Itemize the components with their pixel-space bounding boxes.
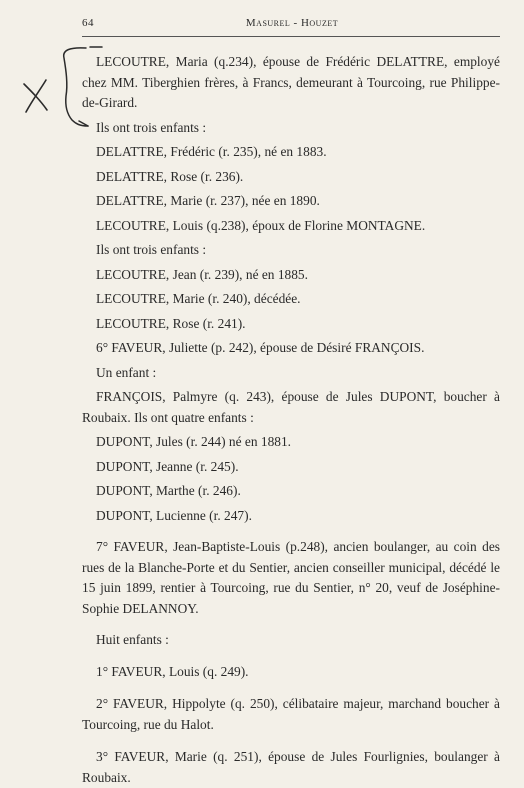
header-rule	[82, 36, 500, 37]
paragraph-9: LECOUTRE, Marie (r. 240), décédée.	[96, 291, 301, 306]
paragraph-15: DUPONT, Jeanne (r. 245).	[96, 458, 239, 474]
x-mark-icon	[24, 80, 47, 112]
paragraph-1: LECOUTRE, Maria (q.234), épouse de Frédéric DELATTRE, employé chez MM. Tiberghien frères, à Francs, demeurant à Tourcoing, rue Philippe-de-Girard.	[82, 54, 500, 110]
paragraph-2: Ils ont trois enfants :	[96, 119, 207, 135]
paragraph-13: FRANÇOIS, Palmyre (q. 243), épouse de Jules DUPONT, boucher à Roubaix. Ils ont quatre enfants :	[82, 389, 500, 425]
paragraph-14: DUPONT, Jules (r. 244) né en 1881.	[96, 434, 292, 449]
paragraph-19: Huit enfants :	[96, 632, 169, 647]
paragraph-6: LECOUTRE, Louis (q.238), époux de Florine MONTAGNE.	[96, 217, 426, 233]
paragraph-10: LECOUTRE, Rose (r. 241).	[96, 315, 246, 331]
paragraph-3: DELATTRE, Frédéric (r. 235), né en 1883.	[96, 144, 327, 159]
paragraph-7: Ils ont trois enfants :	[96, 242, 207, 257]
paragraph-4: DELATTRE, Rose (r. 236).	[96, 168, 244, 184]
paragraph-12: Un enfant :	[96, 364, 157, 380]
page-header	[82, 14, 502, 34]
paragraph-18: 7° FAVEUR, Jean-Baptiste-Louis (p.248), ancien boulanger, au coin des rues de la Blanche-Porte et du Sentier, ancien conseiller municipal, décédé le 15 juin 1899, rentier à Tourcoing, rue du Sentier, n° 20, veuf de Joséphine-Sophie DELANNOY.	[82, 539, 500, 616]
body-text	[82, 52, 500, 788]
paragraph-8: LECOUTRE, Jean (r. 239), né en 1885.	[96, 266, 308, 282]
paragraph-16: DUPONT, Marthe (r. 246).	[96, 483, 241, 498]
page-number: 64	[82, 17, 94, 29]
paragraph-17: DUPONT, Lucienne (r. 247).	[96, 507, 252, 523]
running-title: Masurel - Houzet	[245, 17, 339, 29]
paragraph-21: 2° FAVEUR, Hippolyte (q. 250), célibataire majeur, marchand boucher à Tourcoing, rue du Halot.	[82, 696, 500, 732]
paragraph-20: 1° FAVEUR, Louis (q. 249).	[96, 663, 249, 679]
paragraph-22: 3° FAVEUR, Marie (q. 251), épouse de Jules Fourlignies, boulanger à Roubaix.	[82, 749, 500, 785]
paragraph-5: DELATTRE, Marie (r. 237), née en 1890.	[96, 193, 320, 208]
paragraph-11: 6° FAVEUR, Juliette (p. 242), épouse de Désiré FRANÇOIS.	[96, 340, 425, 355]
